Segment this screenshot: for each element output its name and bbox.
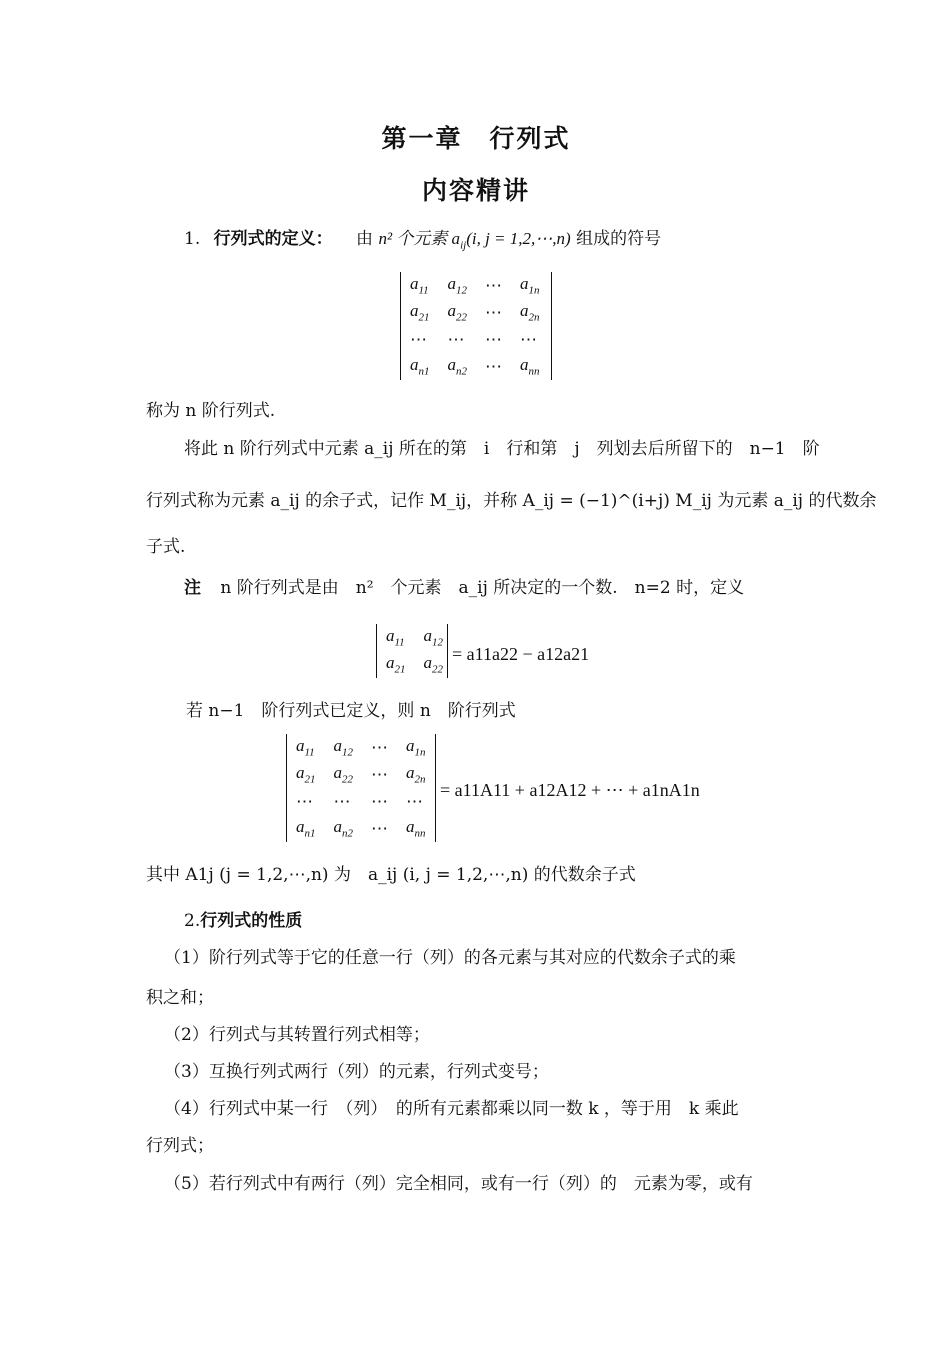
determinant-nxn-cell: ⋯ [371, 764, 388, 784]
properties-heading [184, 911, 302, 931]
determinant-2x2 [376, 624, 448, 678]
main-determinant-cell: $a_{n1}$ [410, 355, 430, 378]
main-determinant-cell: $a_{nn}$ [520, 355, 540, 378]
determinant-2x2-table [377, 624, 452, 678]
main-determinant-cell: $a_{11}$ [410, 274, 429, 297]
property-line-2: 积之和； [146, 988, 214, 1008]
main-determinant [400, 272, 552, 380]
determinant-nxn-row [287, 734, 435, 761]
determinant-nxn-cell: $a_{n2}$ [333, 817, 353, 840]
definition-text-before: 由 [356, 229, 374, 249]
determinant-nxn-cell: $a_{21}$ [296, 763, 316, 786]
where-line: 其中 A1j (j = 1,2,⋯,n) 为 a_ij (i, j = 1,2,⋯,n) 的代数余子式 [146, 865, 636, 885]
definition-line [184, 229, 661, 253]
determinant-2x2-cell: $a_{11}$ [386, 626, 405, 649]
determinant-nxn-cell: ⋯ [333, 791, 351, 811]
determinant-nxn-cell: $a_{n1}$ [296, 817, 316, 840]
property-line-3: （2）行列式与其转置行列式相等； [164, 1025, 430, 1045]
property-line-1: （1）阶行列式等于它的任意一行（列）的各元素与其对应的代数余子式的乘 [164, 948, 736, 968]
main-determinant-row [401, 326, 549, 353]
property-line-5: （4）行列式中某一行 （列） 的所有元素都乘以同一数 k ，等于用 k 乘此 [164, 1099, 739, 1119]
determinant-nxn-cell: $a_{2n}$ [406, 763, 426, 786]
determinant-2x2-cell: $a_{21}$ [386, 653, 406, 676]
main-determinant-cell: $a_{22}$ [447, 301, 467, 324]
property-line-4: （3）互换行列式两行（列）的元素，行列式变号； [164, 1062, 549, 1082]
definition-heading: 行列式的定义： [213, 229, 333, 249]
determinant-nxn-cell: $a_{nn}$ [406, 817, 426, 840]
main-determinant-cell: $a_{21}$ [410, 301, 430, 324]
main-determinant-row [401, 299, 549, 326]
determinant-nxn-cell: $a_{22}$ [333, 763, 353, 786]
main-determinant-cell: ⋯ [520, 329, 537, 349]
chapter-title: 第一章 行列式 [381, 124, 571, 153]
main-determinant-cell: ⋯ [485, 329, 502, 349]
main-determinant-cell: ⋯ [447, 329, 465, 349]
definition-expr2: (i, j = 1,2,⋯,n) [466, 229, 571, 248]
definition-expr1-sub: ij [460, 239, 467, 252]
main-determinant-cell: $a_{2n}$ [520, 301, 540, 324]
minor-line-2: 行列式称为元素 a_ij 的余子式，记作 M_ij，并称 A_ij = (−1)^(i+j) M_ij 为元素 a_ij 的代数余 [146, 491, 877, 511]
main-determinant-table [401, 272, 549, 380]
determinant-nxn-table [287, 734, 435, 842]
determinant-nxn-cell: ⋯ [371, 737, 388, 757]
determinant-nxn-cell: ⋯ [406, 791, 423, 811]
main-determinant-cell: ⋯ [410, 329, 427, 349]
determinant-2x2-row [377, 624, 452, 651]
determinant-nxn-cell: ⋯ [296, 791, 313, 811]
main-determinant-cell: ⋯ [485, 302, 502, 322]
determinant-2x2-row [377, 651, 452, 678]
determinant-nxn-cell: ⋯ [371, 791, 388, 811]
minor-line-3: 子式. [146, 537, 186, 557]
main-determinant-cell: $a_{n2}$ [447, 355, 467, 378]
main-determinant-cell: $a_{12}$ [447, 274, 467, 297]
equation-2x2: = a11a22 − a12a21 [452, 644, 590, 664]
determinant-2x2-cell: $a_{22}$ [423, 653, 443, 676]
determinant-nxn-cell: ⋯ [371, 818, 388, 838]
determinant-nxn-cell: $a_{12}$ [333, 736, 353, 759]
note-text: n 阶行列式是由 n² 个元素 a_ij 所决定的一个数. n=2 时，定义 [220, 578, 745, 598]
determinant-nxn-cell: $a_{11}$ [296, 736, 315, 759]
determinant-nxn-row [287, 761, 435, 788]
definition-number: 1. [184, 229, 201, 249]
properties-heading-text: 行列式的性质 [200, 911, 303, 931]
section-title: 内容精讲 [421, 176, 530, 205]
main-determinant-row [401, 272, 549, 299]
property-line-7: （5）若行列式中有两行（列）完全相同，或有一行（列）的 元素为零，或有 [164, 1174, 753, 1194]
main-determinant-cell: $a_{1n}$ [520, 274, 540, 297]
determinant-nxn-cell: $a_{1n}$ [406, 736, 426, 759]
note-line [184, 578, 744, 598]
definition-text-after: 组成的符号 [576, 229, 662, 249]
main-determinant-row [401, 353, 549, 380]
determinant-nxn-row [287, 815, 435, 842]
main-determinant-cell: ⋯ [485, 356, 502, 376]
determinant-2x2-cell: $a_{12}$ [423, 626, 443, 649]
order-line: 称为 n 阶行列式. [146, 401, 276, 421]
property-line-6: 行列式； [146, 1136, 214, 1156]
determinant-nxn [286, 734, 436, 842]
note-label: 注 [184, 578, 201, 598]
properties-heading-number: 2. [184, 911, 201, 931]
definition-expr1: n² 个元素 a [378, 229, 461, 248]
main-determinant-cell: ⋯ [485, 275, 502, 295]
equation-expansion: = a11A11 + a12A12 + ⋯ + a1nA1n [440, 780, 700, 800]
recursive-line: 若 n−1 阶行列式已定义，则 n 阶行列式 [186, 701, 516, 721]
determinant-nxn-row [287, 788, 435, 815]
minor-line-1: 将此 n 阶行列式中元素 a_ij 所在的第 i 行和第 j 列划去后所留下的 n−1 阶 [184, 439, 820, 459]
